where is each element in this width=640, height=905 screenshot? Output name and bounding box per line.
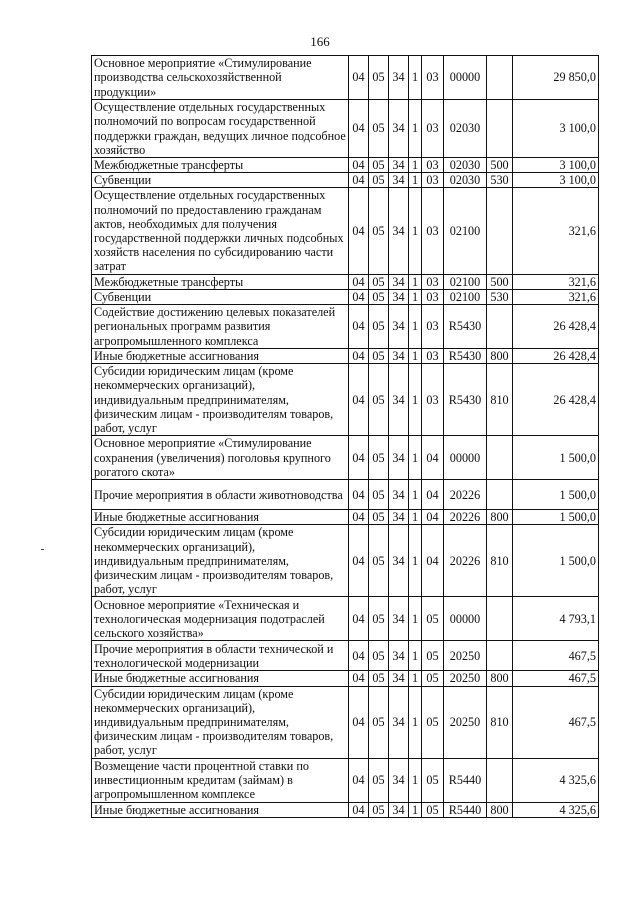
podrazdel-code: 05 (369, 641, 389, 671)
activity-code: 05 (422, 671, 444, 686)
direction-code: 02100 (444, 289, 487, 304)
direction-code: 20226 (444, 525, 487, 597)
razdel-code: 04 (349, 364, 369, 436)
program-code: 34 (389, 686, 409, 758)
razdel-code: 04 (349, 641, 369, 671)
row-name: Иные бюджетные ассигнования (92, 802, 349, 817)
direction-code: 02100 (444, 274, 487, 289)
table-row (92, 686, 599, 758)
row-amount: 4 325,6 (513, 802, 599, 817)
expense-type-code: 810 (487, 364, 513, 436)
direction-code: 20250 (444, 686, 487, 758)
table-row (92, 173, 599, 188)
direction-code: 20250 (444, 671, 487, 686)
expense-type-code (487, 188, 513, 274)
subprogram-code: 1 (409, 436, 422, 480)
row-amount: 467,5 (513, 686, 599, 758)
table-row (92, 188, 599, 274)
row-amount: 321,6 (513, 289, 599, 304)
razdel-code: 04 (349, 158, 369, 173)
activity-code: 05 (422, 802, 444, 817)
row-amount: 26 428,4 (513, 364, 599, 436)
razdel-code: 04 (349, 758, 369, 802)
podrazdel-code: 05 (369, 289, 389, 304)
razdel-code: 04 (349, 510, 369, 525)
program-code: 34 (389, 305, 409, 349)
razdel-code: 04 (349, 671, 369, 686)
razdel-code: 04 (349, 525, 369, 597)
program-code: 34 (389, 510, 409, 525)
subprogram-code: 1 (409, 802, 422, 817)
direction-code: 02030 (444, 158, 487, 173)
podrazdel-code: 05 (369, 597, 389, 641)
subprogram-code: 1 (409, 480, 422, 510)
row-name: Иные бюджетные ассигнования (92, 349, 349, 364)
subprogram-code: 1 (409, 173, 422, 188)
expense-type-code: 530 (487, 173, 513, 188)
activity-code: 03 (422, 100, 444, 158)
direction-code: 02100 (444, 188, 487, 274)
podrazdel-code: 05 (369, 525, 389, 597)
activity-code: 05 (422, 758, 444, 802)
expense-type-code: 810 (487, 525, 513, 597)
razdel-code: 04 (349, 289, 369, 304)
expense-type-code: 530 (487, 289, 513, 304)
activity-code: 03 (422, 349, 444, 364)
program-code: 34 (389, 158, 409, 173)
row-amount: 3 100,0 (513, 173, 599, 188)
expense-type-code (487, 758, 513, 802)
table-row (92, 510, 599, 525)
razdel-code: 04 (349, 56, 369, 100)
row-name: Субсидии юридическим лицам (кроме некоммерческих организаций), индивидуальным предпринимателям, физическим лицам - производителям товаров, работ, услуг (92, 525, 349, 597)
activity-code: 05 (422, 641, 444, 671)
subprogram-code: 1 (409, 274, 422, 289)
row-name: Возмещение части процентной ставки по инвестиционным кредитам (займам) в агропромышленном комплексе (92, 758, 349, 802)
razdel-code: 04 (349, 686, 369, 758)
direction-code: 20226 (444, 480, 487, 510)
table-row (92, 525, 599, 597)
budget-table (91, 55, 599, 818)
subprogram-code: 1 (409, 510, 422, 525)
activity-code: 04 (422, 480, 444, 510)
row-name: Иные бюджетные ассигнования (92, 671, 349, 686)
direction-code: R5430 (444, 305, 487, 349)
program-code: 34 (389, 100, 409, 158)
activity-code: 03 (422, 173, 444, 188)
activity-code: 03 (422, 188, 444, 274)
expense-type-code: 800 (487, 349, 513, 364)
row-name: Осуществление отдельных государственных полномочий по вопросам государственной поддержки граждан, ведущих личное подсобное хозяйство (92, 100, 349, 158)
table-row (92, 100, 599, 158)
table-row (92, 480, 599, 510)
row-name: Субвенции (92, 289, 349, 304)
row-amount: 467,5 (513, 671, 599, 686)
direction-code: R5430 (444, 349, 487, 364)
expense-type-code: 800 (487, 802, 513, 817)
program-code: 34 (389, 480, 409, 510)
activity-code: 04 (422, 510, 444, 525)
razdel-code: 04 (349, 436, 369, 480)
podrazdel-code: 05 (369, 274, 389, 289)
row-amount: 1 500,0 (513, 436, 599, 480)
subprogram-code: 1 (409, 349, 422, 364)
razdel-code: 04 (349, 802, 369, 817)
podrazdel-code: 05 (369, 436, 389, 480)
row-amount: 3 100,0 (513, 100, 599, 158)
row-name: Осуществление отдельных государственных полномочий по предоставлению гражданам актов, необходимых для получения государственной поддержки личных подсобных хозяйств населения по субсидированию части затрат (92, 188, 349, 274)
activity-code: 03 (422, 56, 444, 100)
podrazdel-code: 05 (369, 158, 389, 173)
subprogram-code: 1 (409, 56, 422, 100)
table-row (92, 274, 599, 289)
direction-code: 00000 (444, 436, 487, 480)
subprogram-code: 1 (409, 686, 422, 758)
podrazdel-code: 05 (369, 173, 389, 188)
table-row (92, 364, 599, 436)
program-code: 34 (389, 525, 409, 597)
razdel-code: 04 (349, 188, 369, 274)
activity-code: 05 (422, 686, 444, 758)
scan-mark (41, 549, 44, 550)
row-amount: 467,5 (513, 641, 599, 671)
razdel-code: 04 (349, 173, 369, 188)
row-amount: 29 850,0 (513, 56, 599, 100)
table-row (92, 641, 599, 671)
podrazdel-code: 05 (369, 758, 389, 802)
direction-code: 00000 (444, 597, 487, 641)
program-code: 34 (389, 758, 409, 802)
subprogram-code: 1 (409, 158, 422, 173)
program-code: 34 (389, 641, 409, 671)
row-name: Основное мероприятие «Стимулирование сохранения (увеличения) поголовья крупного рогатого скота» (92, 436, 349, 480)
table-row (92, 56, 599, 100)
row-amount: 1 500,0 (513, 525, 599, 597)
row-name: Субсидии юридическим лицам (кроме некоммерческих организаций), индивидуальным предпринимателям, физическим лицам - производителям товаров, работ, услуг (92, 686, 349, 758)
row-amount: 26 428,4 (513, 349, 599, 364)
expense-type-code (487, 100, 513, 158)
podrazdel-code: 05 (369, 305, 389, 349)
expense-type-code (487, 480, 513, 510)
podrazdel-code: 05 (369, 510, 389, 525)
podrazdel-code: 05 (369, 364, 389, 436)
razdel-code: 04 (349, 100, 369, 158)
razdel-code: 04 (349, 597, 369, 641)
podrazdel-code: 05 (369, 686, 389, 758)
expense-type-code (487, 641, 513, 671)
expense-type-code (487, 56, 513, 100)
expense-type-code (487, 597, 513, 641)
expense-type-code (487, 436, 513, 480)
expense-type-code: 500 (487, 274, 513, 289)
program-code: 34 (389, 274, 409, 289)
activity-code: 03 (422, 158, 444, 173)
subprogram-code: 1 (409, 364, 422, 436)
row-name: Иные бюджетные ассигнования (92, 510, 349, 525)
subprogram-code: 1 (409, 641, 422, 671)
program-code: 34 (389, 289, 409, 304)
program-code: 34 (389, 364, 409, 436)
subprogram-code: 1 (409, 188, 422, 274)
podrazdel-code: 05 (369, 188, 389, 274)
table-row (92, 289, 599, 304)
subprogram-code: 1 (409, 525, 422, 597)
table-row (92, 349, 599, 364)
table-row (92, 671, 599, 686)
row-name: Межбюджетные трансферты (92, 274, 349, 289)
razdel-code: 04 (349, 480, 369, 510)
subprogram-code: 1 (409, 597, 422, 641)
direction-code: 02030 (444, 100, 487, 158)
row-amount: 1 500,0 (513, 480, 599, 510)
row-name: Прочие мероприятия в области технической и технологической модернизации (92, 641, 349, 671)
row-amount: 321,6 (513, 188, 599, 274)
direction-code: R5440 (444, 758, 487, 802)
podrazdel-code: 05 (369, 802, 389, 817)
table-row (92, 436, 599, 480)
razdel-code: 04 (349, 305, 369, 349)
row-name: Субсидии юридическим лицам (кроме некоммерческих организаций), индивидуальным предпринимателям, физическим лицам - производителям товаров, работ, услуг (92, 364, 349, 436)
direction-code: 20226 (444, 510, 487, 525)
direction-code: 02030 (444, 173, 487, 188)
program-code: 34 (389, 173, 409, 188)
row-amount: 26 428,4 (513, 305, 599, 349)
razdel-code: 04 (349, 349, 369, 364)
row-name: Прочие мероприятия в области животноводства (92, 480, 349, 510)
activity-code: 03 (422, 289, 444, 304)
row-amount: 1 500,0 (513, 510, 599, 525)
row-amount: 4 325,6 (513, 758, 599, 802)
podrazdel-code: 05 (369, 480, 389, 510)
row-amount: 321,6 (513, 274, 599, 289)
subprogram-code: 1 (409, 305, 422, 349)
program-code: 34 (389, 597, 409, 641)
table-row (92, 597, 599, 641)
activity-code: 03 (422, 274, 444, 289)
activity-code: 03 (422, 305, 444, 349)
direction-code: R5440 (444, 802, 487, 817)
program-code: 34 (389, 188, 409, 274)
razdel-code: 04 (349, 274, 369, 289)
row-name: Субвенции (92, 173, 349, 188)
expense-type-code: 810 (487, 686, 513, 758)
podrazdel-code: 05 (369, 349, 389, 364)
program-code: 34 (389, 802, 409, 817)
row-name: Основное мероприятие «Стимулирование производства сельскохозяйственной продукции» (92, 56, 349, 100)
activity-code: 04 (422, 525, 444, 597)
podrazdel-code: 05 (369, 56, 389, 100)
expense-type-code: 800 (487, 671, 513, 686)
row-name: Основное мероприятие «Техническая и технологическая модернизация подотраслей сельского хозяйства» (92, 597, 349, 641)
subprogram-code: 1 (409, 671, 422, 686)
expense-type-code: 800 (487, 510, 513, 525)
activity-code: 04 (422, 436, 444, 480)
subprogram-code: 1 (409, 100, 422, 158)
row-amount: 4 793,1 (513, 597, 599, 641)
table-row (92, 802, 599, 817)
program-code: 34 (389, 56, 409, 100)
row-amount: 3 100,0 (513, 158, 599, 173)
table-row (92, 158, 599, 173)
podrazdel-code: 05 (369, 100, 389, 158)
direction-code: R5430 (444, 364, 487, 436)
direction-code: 00000 (444, 56, 487, 100)
table-row (92, 305, 599, 349)
program-code: 34 (389, 349, 409, 364)
program-code: 34 (389, 671, 409, 686)
page-number: 166 (310, 34, 330, 49)
subprogram-code: 1 (409, 758, 422, 802)
expense-type-code (487, 305, 513, 349)
row-name: Содействие достижению целевых показателей региональных программ развития агропромышленного комплекса (92, 305, 349, 349)
subprogram-code: 1 (409, 289, 422, 304)
expense-type-code: 500 (487, 158, 513, 173)
table-row (92, 758, 599, 802)
podrazdel-code: 05 (369, 671, 389, 686)
direction-code: 20250 (444, 641, 487, 671)
activity-code: 03 (422, 364, 444, 436)
program-code: 34 (389, 436, 409, 480)
activity-code: 05 (422, 597, 444, 641)
row-name: Межбюджетные трансферты (92, 158, 349, 173)
